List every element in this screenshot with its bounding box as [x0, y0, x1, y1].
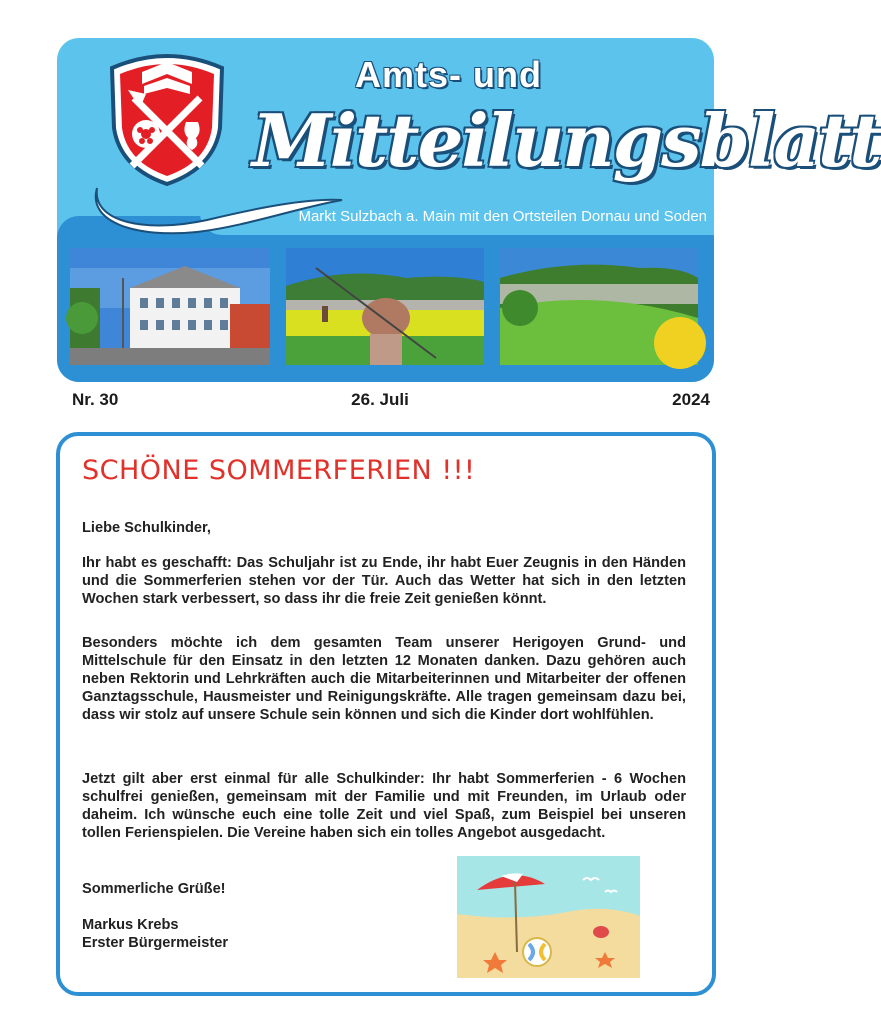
photo-sculpture-field — [286, 248, 484, 365]
coat-of-arms-icon — [102, 50, 232, 190]
beach-illustration — [457, 856, 640, 978]
masthead — [57, 38, 881, 382]
issue-year: 2024 — [672, 390, 710, 409]
letter-paragraph-2: Besonders möchte ich dem gesamten Team unserer Herigoyen Grund- und Mittelschule für den Einsatz in den letzten 12 Monaten danken. Dazu gehören auch neben Rektorin und Lehrkräften auch die Mitarbeiterinnen und Mitarbeiter der offenen Ganztagsschule, Hausmeister und Reinigungskräfte. Alle tragen gemeinsam dazu bei, dass wir stolz auf unsere Schule sein können und sich die Kinder dort wohlfühlen. — [82, 635, 686, 723]
title-amts-und: Amts- und — [355, 54, 542, 95]
issue-date: 26. Juli — [351, 390, 409, 409]
letter-signature — [82, 916, 382, 952]
photo-valley-village — [500, 248, 698, 365]
title-mitteilungsblatt: Mitteilungsblatt — [252, 98, 881, 183]
letter-paragraph-3: Jetzt gilt aber erst einmal für alle Schulkinder: Ihr habt Sommerferien - 6 Wochen schulfrei genießen, gemeinsam mit der Familie und mit Freunden, im Urlaub oder daheim. Ich wünsche euch eine tolle Zeit und viel Spaß, zum Beispiel bei unseren tollen Ferienspielen. Die Vereine haben sich ein tolles Angebot ausgedacht. — [82, 771, 686, 841]
letter-closing: Sommerliche Grüße! — [82, 881, 226, 897]
photo-town-hall — [70, 248, 270, 365]
letter-headline: SCHÖNE SOMMERFERIEN !!! — [82, 455, 476, 486]
masthead-subtitle: Markt Sulzbach a. Main mit den Ortsteilen Dornau und Soden — [298, 208, 707, 225]
signature-title: Erster Bürgermeister — [82, 935, 229, 951]
signature-name: Markus Krebs — [82, 917, 179, 933]
letter-paragraph-1: Ihr habt es geschafft: Das Schuljahr ist zu Ende, ihr habt Euer Zeugnis in den Händen und die Sommerferien stehen vor der Tür. Auch das Wetter hat sich in den letzten Wochen stark verbessert, so dass ihr die freie Zeit genießen könnt. — [82, 555, 686, 607]
issue-number: Nr. 30 — [72, 390, 119, 409]
letter-salutation: Liebe Schulkinder, — [82, 520, 211, 536]
